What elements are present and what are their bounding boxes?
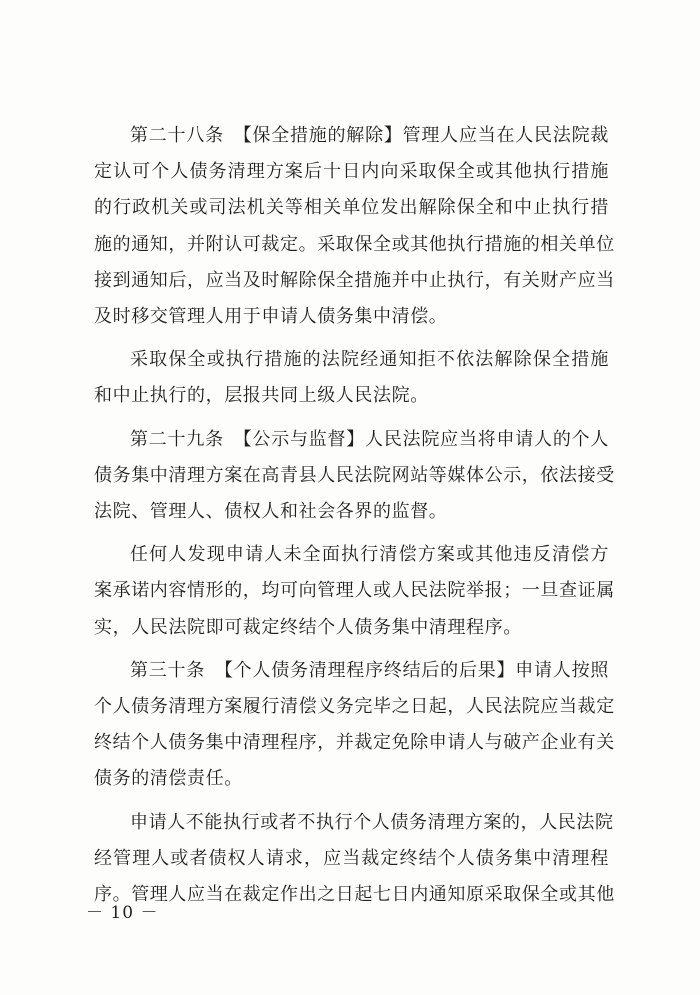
text-line: 序。管理人应当在裁定作出之日起七日内通知原采取保全或其他 — [94, 884, 615, 906]
text-line: 个人债务清理方案履行清偿义务完毕之日起，人民法院应当裁定 — [94, 696, 615, 718]
page-number: － 10 － — [86, 903, 159, 923]
text-line: 案承诺内容情形的，均可向管理人或人民法院举报；一旦查证属 — [94, 580, 615, 602]
text-line: 接到通知后，应当及时解除保全措施并中止执行，有关财产应当 — [94, 269, 615, 291]
text-line: 第二十九条 【公示与监督】人民法院应当将申请人的个人 — [130, 428, 609, 450]
text-line: 债务集中清理方案在高青县人民法院网站等媒体公示，依法接受 — [94, 464, 615, 486]
text-line: 采取保全或执行措施的法院经通知拒不依法解除保全措施 — [130, 349, 609, 371]
text-line: 和中止执行的，层报共同上级人民法院。 — [94, 385, 429, 407]
text-line: 及时移交管理人用于申请人债务集中清偿。 — [94, 306, 448, 328]
text-line: 定认可个人债务清理方案后十日内向采取保全或其他执行措施 — [94, 161, 609, 183]
text-line: 第二十八条 【保全措施的解除】管理人应当在人民法院裁 — [130, 125, 609, 146]
article-30-paragraph — [94, 653, 615, 798]
text-line: 的行政机关或司法机关等相关单位发出解除保全和中止执行措 — [94, 197, 609, 219]
article-29-paragraph — [94, 422, 615, 531]
article-29-second-paragraph — [94, 537, 615, 646]
text-line: 任何人发现申请人未全面执行清偿方案或其他违反清偿方 — [130, 544, 609, 566]
text-line: 经管理人或者债权人请求，应当裁定终结个人债务集中清理程 — [94, 847, 609, 869]
document-body — [94, 118, 615, 920]
article-28-second-paragraph — [94, 342, 609, 414]
text-line: 申请人不能执行或者不执行个人债务清理方案的，人民法院 — [130, 811, 614, 833]
text-line: 实，人民法院即可裁定终结个人债务集中清理程序。 — [94, 616, 522, 638]
text-line: 债务的清偿责任。 — [94, 768, 243, 790]
text-line: 第三十条 【个人债务清理程序终结后的后果】申请人按照 — [130, 659, 609, 681]
text-line: 法院、管理人、债权人和社会各界的监督。 — [94, 501, 448, 523]
text-line: 终结个人债务集中清理程序，并裁定免除申请人与破产企业有关 — [94, 732, 615, 754]
article-30-second-paragraph — [94, 805, 615, 914]
text-line: 施的通知，并附认可裁定。采取保全或其他执行措施的相关单位 — [94, 233, 615, 255]
article-28-paragraph — [94, 118, 615, 335]
